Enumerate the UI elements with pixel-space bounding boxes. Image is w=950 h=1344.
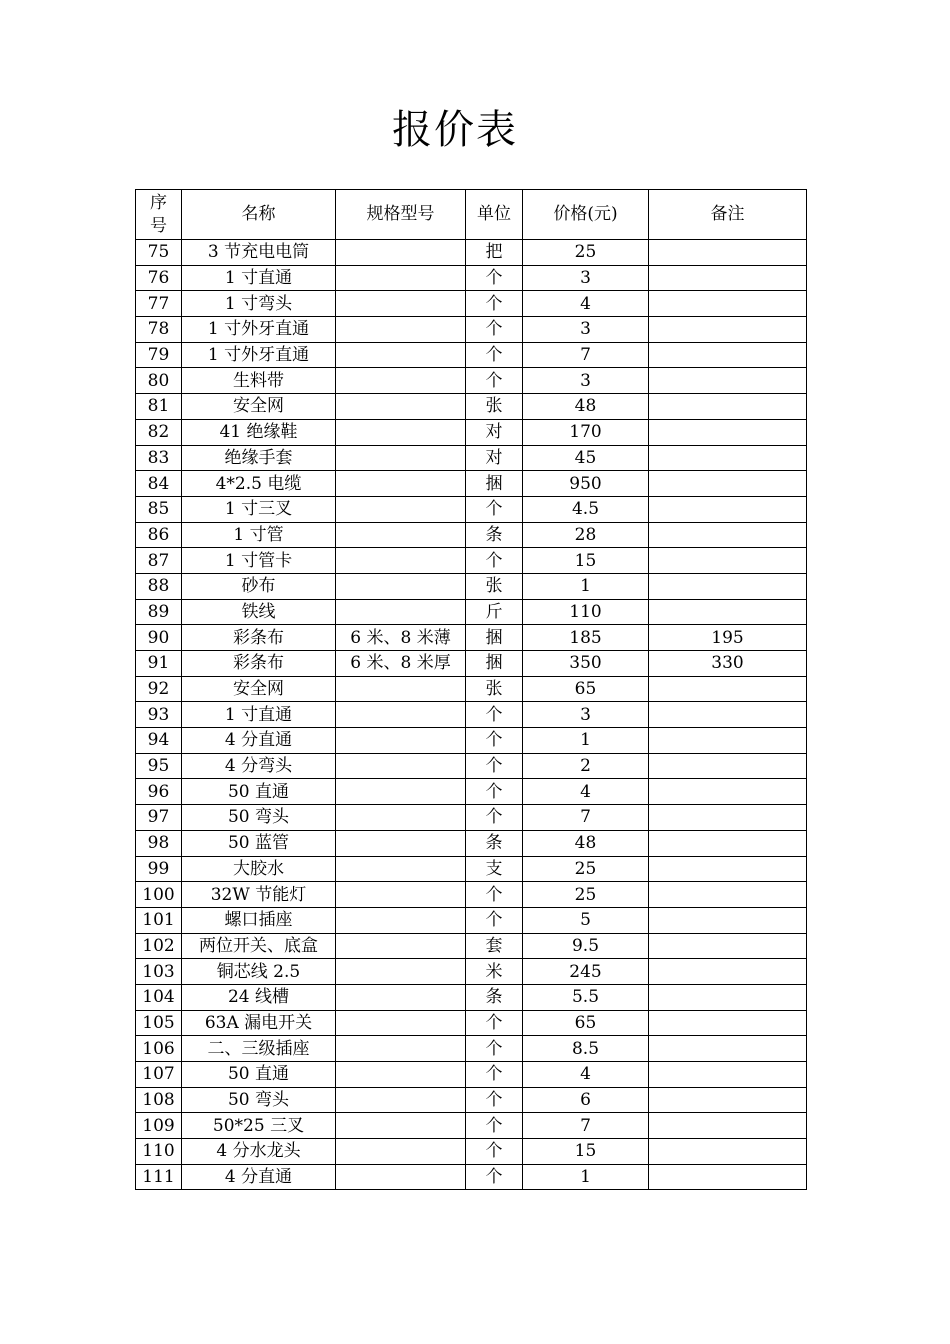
cell-spec <box>336 856 466 882</box>
cell-spec <box>336 1087 466 1113</box>
cell-name: 3 节充电电筒 <box>182 240 336 266</box>
cell-seq: 77 <box>136 291 182 317</box>
cell-remark <box>649 342 807 368</box>
cell-unit: 对 <box>466 419 523 445</box>
cell-name: 4*2.5 电缆 <box>182 471 336 497</box>
cell-remark <box>649 830 807 856</box>
table-row <box>136 291 807 317</box>
cell-remark <box>649 240 807 266</box>
cell-spec <box>336 1139 466 1165</box>
cell-seq: 110 <box>136 1139 182 1165</box>
cell-name: 大胶水 <box>182 856 336 882</box>
cell-remark <box>649 959 807 985</box>
cell-price: 48 <box>523 394 649 420</box>
cell-seq: 84 <box>136 471 182 497</box>
table-row <box>136 882 807 908</box>
cell-name: 50*25 三叉 <box>182 1113 336 1139</box>
cell-spec <box>336 548 466 574</box>
table-row <box>136 522 807 548</box>
cell-seq: 79 <box>136 342 182 368</box>
table-row <box>136 1087 807 1113</box>
cell-spec <box>336 1062 466 1088</box>
page-title: 报价表 <box>392 107 518 153</box>
cell-remark <box>649 1087 807 1113</box>
cell-spec <box>336 599 466 625</box>
cell-remark <box>649 265 807 291</box>
cell-price: 110 <box>523 599 649 625</box>
cell-price: 950 <box>523 471 649 497</box>
cell-seq: 97 <box>136 805 182 831</box>
cell-seq: 104 <box>136 984 182 1010</box>
cell-seq: 90 <box>136 625 182 651</box>
cell-seq: 89 <box>136 599 182 625</box>
cell-name: 彩条布 <box>182 651 336 677</box>
cell-remark <box>649 984 807 1010</box>
cell-name: 安全网 <box>182 676 336 702</box>
cell-price: 4 <box>523 779 649 805</box>
cell-remark <box>649 1036 807 1062</box>
cell-name: 41 绝缘鞋 <box>182 419 336 445</box>
cell-price: 185 <box>523 625 649 651</box>
cell-seq: 88 <box>136 573 182 599</box>
cell-remark <box>649 702 807 728</box>
cell-remark <box>649 856 807 882</box>
cell-price: 28 <box>523 522 649 548</box>
cell-unit: 条 <box>466 522 523 548</box>
table-row <box>136 1010 807 1036</box>
cell-remark <box>649 907 807 933</box>
cell-spec <box>336 676 466 702</box>
header-spec: 规格型号 <box>336 190 466 240</box>
cell-unit: 个 <box>466 548 523 574</box>
cell-name: 1 寸管卡 <box>182 548 336 574</box>
header-price: 价格(元) <box>523 190 649 240</box>
cell-remark <box>649 471 807 497</box>
cell-name: 1 寸外牙直通 <box>182 317 336 343</box>
table-row <box>136 651 807 677</box>
cell-spec <box>336 240 466 266</box>
cell-name: 1 寸直通 <box>182 702 336 728</box>
cell-unit: 个 <box>466 496 523 522</box>
cell-price: 3 <box>523 317 649 343</box>
cell-remark <box>649 1139 807 1165</box>
cell-price: 15 <box>523 1139 649 1165</box>
cell-unit: 张 <box>466 394 523 420</box>
cell-remark <box>649 1113 807 1139</box>
cell-spec <box>336 368 466 394</box>
cell-name: 4 分直通 <box>182 1164 336 1190</box>
cell-seq: 81 <box>136 394 182 420</box>
cell-unit: 个 <box>466 1062 523 1088</box>
cell-spec <box>336 317 466 343</box>
table-row <box>136 1164 807 1190</box>
cell-unit: 捆 <box>466 625 523 651</box>
cell-unit: 个 <box>466 265 523 291</box>
cell-remark <box>649 445 807 471</box>
cell-name: 铜芯线 2.5 <box>182 959 336 985</box>
cell-unit: 捆 <box>466 471 523 497</box>
table-row <box>136 933 807 959</box>
table-row <box>136 471 807 497</box>
cell-price: 4.5 <box>523 496 649 522</box>
cell-unit: 条 <box>466 984 523 1010</box>
cell-remark <box>649 548 807 574</box>
cell-remark <box>649 1062 807 1088</box>
cell-remark <box>649 317 807 343</box>
cell-spec <box>336 830 466 856</box>
table-row <box>136 1062 807 1088</box>
table-row <box>136 830 807 856</box>
cell-unit: 个 <box>466 342 523 368</box>
cell-name: 生料带 <box>182 368 336 394</box>
cell-seq: 100 <box>136 882 182 908</box>
cell-spec <box>336 1164 466 1190</box>
cell-seq: 99 <box>136 856 182 882</box>
cell-spec <box>336 779 466 805</box>
cell-remark <box>649 291 807 317</box>
cell-remark <box>649 573 807 599</box>
cell-spec <box>336 1036 466 1062</box>
cell-spec <box>336 907 466 933</box>
cell-spec <box>336 342 466 368</box>
cell-seq: 85 <box>136 496 182 522</box>
cell-price: 5.5 <box>523 984 649 1010</box>
cell-seq: 78 <box>136 317 182 343</box>
table-row <box>136 625 807 651</box>
cell-unit: 个 <box>466 291 523 317</box>
cell-seq: 87 <box>136 548 182 574</box>
cell-name: 螺口插座 <box>182 907 336 933</box>
cell-remark <box>649 419 807 445</box>
cell-remark <box>649 779 807 805</box>
cell-unit: 把 <box>466 240 523 266</box>
cell-spec <box>336 984 466 1010</box>
cell-seq: 86 <box>136 522 182 548</box>
cell-seq: 76 <box>136 265 182 291</box>
cell-seq: 102 <box>136 933 182 959</box>
cell-name: 50 弯头 <box>182 1087 336 1113</box>
table-row <box>136 496 807 522</box>
cell-remark <box>649 882 807 908</box>
cell-seq: 98 <box>136 830 182 856</box>
cell-unit: 支 <box>466 856 523 882</box>
cell-price: 2 <box>523 753 649 779</box>
cell-name: 32W 节能灯 <box>182 882 336 908</box>
cell-name: 50 蓝管 <box>182 830 336 856</box>
cell-remark <box>649 599 807 625</box>
cell-unit: 个 <box>466 1139 523 1165</box>
cell-name: 1 寸直通 <box>182 265 336 291</box>
cell-spec <box>336 702 466 728</box>
cell-spec <box>336 1010 466 1036</box>
cell-remark: 330 <box>649 651 807 677</box>
cell-spec <box>336 959 466 985</box>
table-header <box>136 190 807 240</box>
header-seq-line1: 序 <box>150 192 167 213</box>
table-row <box>136 728 807 754</box>
cell-seq: 93 <box>136 702 182 728</box>
cell-unit: 条 <box>466 830 523 856</box>
cell-price: 65 <box>523 1010 649 1036</box>
cell-price: 245 <box>523 959 649 985</box>
cell-unit: 个 <box>466 882 523 908</box>
table-row <box>136 805 807 831</box>
header-row <box>136 190 807 240</box>
cell-seq: 111 <box>136 1164 182 1190</box>
table-row <box>136 676 807 702</box>
cell-price: 4 <box>523 1062 649 1088</box>
cell-name: 4 分弯头 <box>182 753 336 779</box>
cell-price: 15 <box>523 548 649 574</box>
cell-remark <box>649 753 807 779</box>
cell-spec <box>336 573 466 599</box>
table-row <box>136 856 807 882</box>
cell-seq: 108 <box>136 1087 182 1113</box>
cell-remark <box>649 1164 807 1190</box>
cell-name: 1 寸三叉 <box>182 496 336 522</box>
cell-price: 1 <box>523 728 649 754</box>
header-name: 名称 <box>182 190 336 240</box>
cell-spec <box>336 419 466 445</box>
cell-price: 1 <box>523 1164 649 1190</box>
cell-remark <box>649 728 807 754</box>
cell-price: 65 <box>523 676 649 702</box>
cell-unit: 个 <box>466 907 523 933</box>
cell-unit: 张 <box>466 676 523 702</box>
quote-table <box>135 189 807 1190</box>
cell-price: 45 <box>523 445 649 471</box>
cell-name: 铁线 <box>182 599 336 625</box>
cell-name: 绝缘手套 <box>182 445 336 471</box>
cell-seq: 91 <box>136 651 182 677</box>
cell-price: 3 <box>523 368 649 394</box>
header-seq <box>136 190 182 240</box>
cell-spec <box>336 728 466 754</box>
cell-remark <box>649 805 807 831</box>
cell-price: 7 <box>523 805 649 831</box>
cell-spec <box>336 471 466 497</box>
table-row <box>136 1139 807 1165</box>
table-row <box>136 753 807 779</box>
table-row <box>136 419 807 445</box>
cell-spec <box>336 265 466 291</box>
cell-seq: 109 <box>136 1113 182 1139</box>
cell-name: 二、三级插座 <box>182 1036 336 1062</box>
table-row <box>136 779 807 805</box>
cell-price: 7 <box>523 342 649 368</box>
table-row <box>136 959 807 985</box>
header-unit: 单位 <box>466 190 523 240</box>
cell-spec: 6 米、8 米薄 <box>336 625 466 651</box>
cell-remark <box>649 496 807 522</box>
cell-unit: 个 <box>466 1036 523 1062</box>
table-row <box>136 1036 807 1062</box>
cell-unit: 斤 <box>466 599 523 625</box>
cell-price: 8.5 <box>523 1036 649 1062</box>
cell-remark: 195 <box>649 625 807 651</box>
cell-seq: 92 <box>136 676 182 702</box>
cell-unit: 个 <box>466 368 523 394</box>
cell-price: 6 <box>523 1087 649 1113</box>
cell-name: 4 分水龙头 <box>182 1139 336 1165</box>
cell-unit: 个 <box>466 1113 523 1139</box>
cell-price: 9.5 <box>523 933 649 959</box>
cell-price: 3 <box>523 702 649 728</box>
cell-remark <box>649 1010 807 1036</box>
cell-name: 彩条布 <box>182 625 336 651</box>
table-row <box>136 240 807 266</box>
cell-seq: 82 <box>136 419 182 445</box>
cell-name: 1 寸管 <box>182 522 336 548</box>
table-row <box>136 394 807 420</box>
table-row <box>136 599 807 625</box>
cell-unit: 个 <box>466 805 523 831</box>
table-row <box>136 445 807 471</box>
cell-unit: 个 <box>466 1164 523 1190</box>
cell-spec <box>336 445 466 471</box>
cell-seq: 95 <box>136 753 182 779</box>
cell-seq: 103 <box>136 959 182 985</box>
table-row <box>136 317 807 343</box>
table-row <box>136 907 807 933</box>
cell-unit: 个 <box>466 753 523 779</box>
cell-unit: 个 <box>466 1087 523 1113</box>
cell-price: 48 <box>523 830 649 856</box>
table-row <box>136 265 807 291</box>
cell-spec <box>336 496 466 522</box>
cell-unit: 米 <box>466 959 523 985</box>
cell-price: 5 <box>523 907 649 933</box>
table-row <box>136 342 807 368</box>
cell-seq: 75 <box>136 240 182 266</box>
cell-seq: 94 <box>136 728 182 754</box>
cell-name: 50 直通 <box>182 1062 336 1088</box>
cell-remark <box>649 676 807 702</box>
cell-name: 安全网 <box>182 394 336 420</box>
cell-price: 1 <box>523 573 649 599</box>
cell-name: 24 线槽 <box>182 984 336 1010</box>
cell-price: 7 <box>523 1113 649 1139</box>
cell-price: 25 <box>523 240 649 266</box>
table-row <box>136 573 807 599</box>
cell-name: 两位开关、底盒 <box>182 933 336 959</box>
table-row <box>136 984 807 1010</box>
cell-remark <box>649 933 807 959</box>
header-seq-line2: 号 <box>150 215 167 236</box>
cell-name: 砂布 <box>182 573 336 599</box>
cell-spec: 6 米、8 米厚 <box>336 651 466 677</box>
cell-unit: 个 <box>466 317 523 343</box>
table-body <box>136 240 807 1190</box>
cell-spec <box>336 882 466 908</box>
cell-unit: 捆 <box>466 651 523 677</box>
cell-spec <box>336 394 466 420</box>
cell-remark <box>649 368 807 394</box>
cell-spec <box>336 805 466 831</box>
cell-price: 170 <box>523 419 649 445</box>
cell-seq: 105 <box>136 1010 182 1036</box>
cell-unit: 张 <box>466 573 523 599</box>
cell-remark <box>649 394 807 420</box>
cell-spec <box>336 753 466 779</box>
table-row <box>136 702 807 728</box>
cell-remark <box>649 522 807 548</box>
cell-seq: 83 <box>136 445 182 471</box>
table-row <box>136 1113 807 1139</box>
cell-seq: 101 <box>136 907 182 933</box>
cell-seq: 96 <box>136 779 182 805</box>
cell-price: 350 <box>523 651 649 677</box>
cell-name: 4 分直通 <box>182 728 336 754</box>
cell-spec <box>336 522 466 548</box>
header-remark: 备注 <box>649 190 807 240</box>
cell-price: 4 <box>523 291 649 317</box>
cell-spec <box>336 933 466 959</box>
cell-price: 25 <box>523 882 649 908</box>
cell-name: 63A 漏电开关 <box>182 1010 336 1036</box>
cell-seq: 106 <box>136 1036 182 1062</box>
cell-name: 50 弯头 <box>182 805 336 831</box>
cell-name: 50 直通 <box>182 779 336 805</box>
table-row <box>136 548 807 574</box>
cell-unit: 个 <box>466 728 523 754</box>
cell-unit: 个 <box>466 779 523 805</box>
cell-seq: 107 <box>136 1062 182 1088</box>
cell-price: 3 <box>523 265 649 291</box>
cell-unit: 套 <box>466 933 523 959</box>
cell-name: 1 寸外牙直通 <box>182 342 336 368</box>
cell-unit: 对 <box>466 445 523 471</box>
cell-price: 25 <box>523 856 649 882</box>
cell-unit: 个 <box>466 702 523 728</box>
cell-name: 1 寸弯头 <box>182 291 336 317</box>
cell-seq: 80 <box>136 368 182 394</box>
table-row <box>136 368 807 394</box>
cell-spec <box>336 1113 466 1139</box>
cell-unit: 个 <box>466 1010 523 1036</box>
cell-spec <box>336 291 466 317</box>
